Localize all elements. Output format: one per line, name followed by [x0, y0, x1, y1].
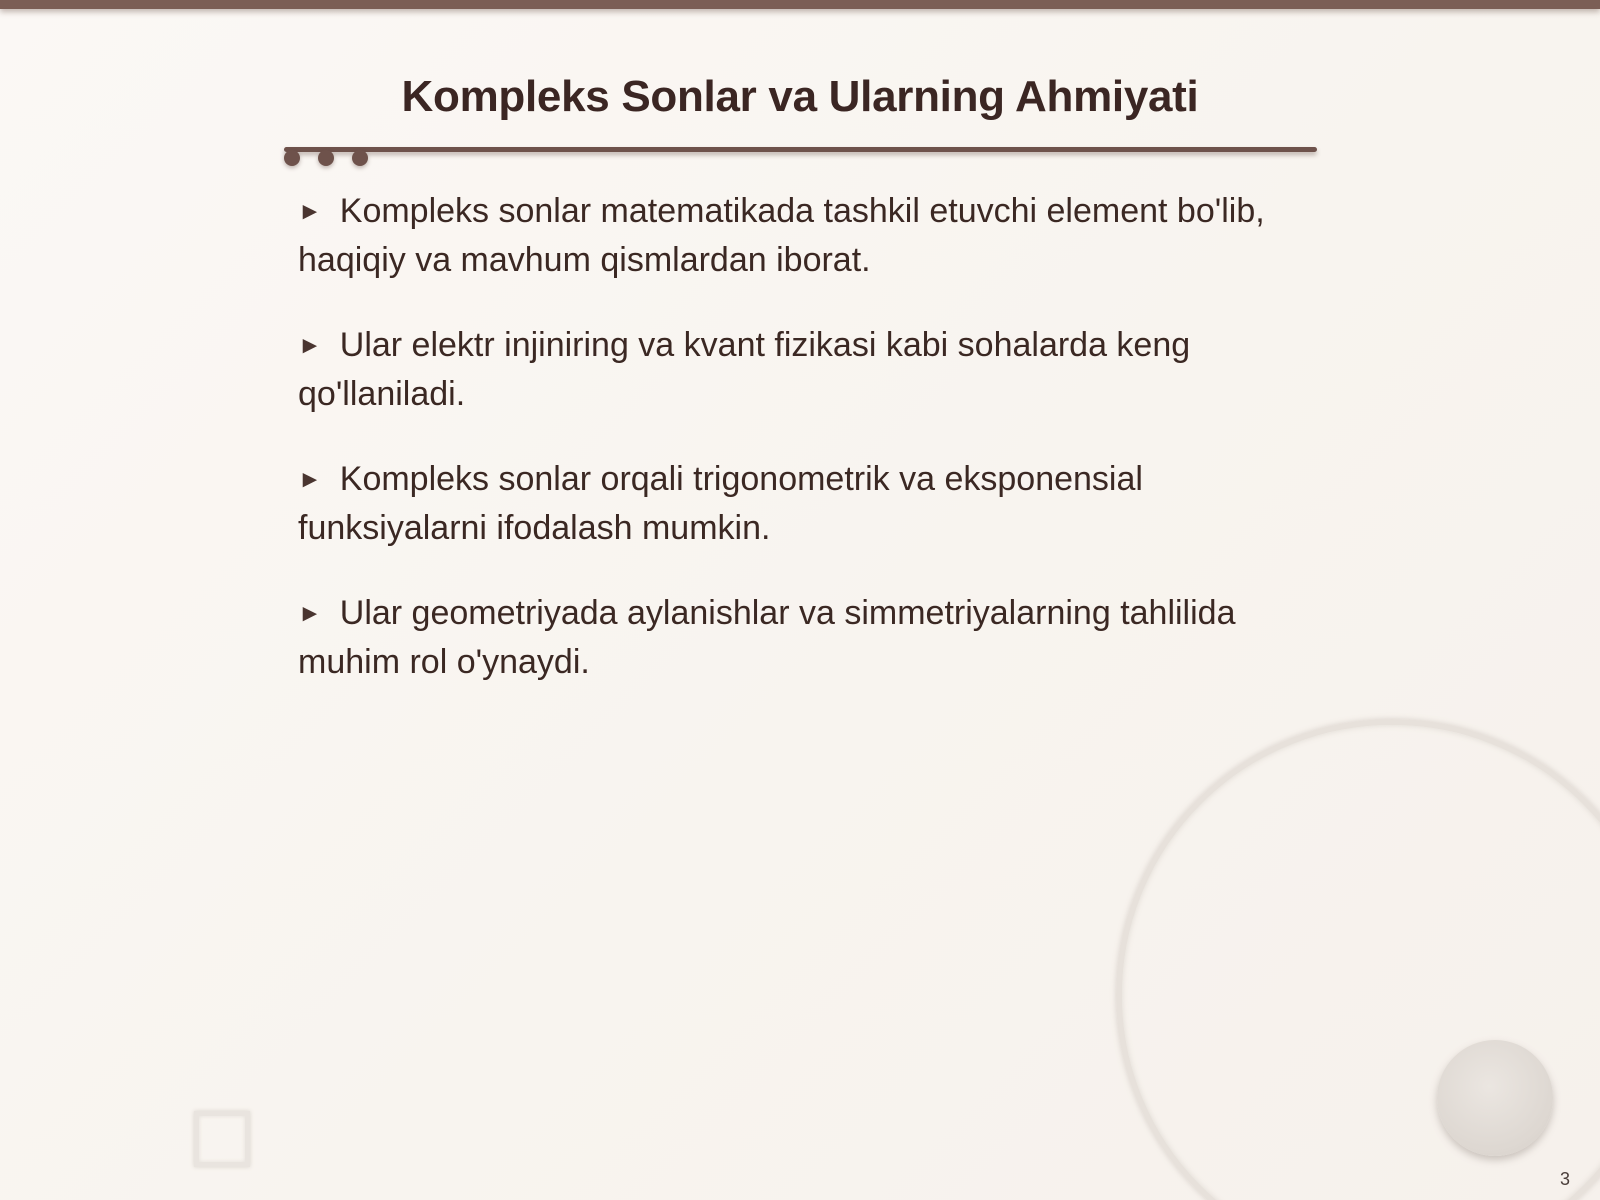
bullet-list — [298, 187, 1278, 723]
title-underline — [284, 147, 1317, 152]
arrow-right-icon: ► — [298, 332, 322, 359]
arrow-right-icon: ► — [298, 198, 322, 225]
decorative-disc — [1437, 1040, 1553, 1156]
slide-title: Kompleks Sonlar va Ularning Ahmiyati — [401, 72, 1199, 121]
decorative-square — [194, 1111, 250, 1167]
bullet-text: Ular geometriyada aylanishlar va simmetriyalarning tahlilida muhim rol o'ynaydi. — [298, 594, 1236, 681]
bullet-text: Ular elektr injiniring va kvant fizikasi kabi sohalarda keng qo'llaniladi. — [298, 326, 1191, 413]
bullet-text: Kompleks sonlar orqali trigonometrik va eksponensial funksiyalarni ifodalash mumkin. — [298, 460, 1143, 547]
decorative-dot-2 — [318, 150, 334, 166]
decorative-dot-3 — [352, 150, 368, 166]
top-accent-bar — [0, 0, 1600, 9]
bullet-text: Kompleks sonlar matematikada tashkil etuvchi element bo'lib, haqiqiy va mavhum qismlardan iborat. — [298, 192, 1265, 279]
arrow-right-icon: ► — [298, 466, 322, 493]
arrow-right-icon: ► — [298, 600, 322, 627]
decorative-dot-1 — [284, 150, 300, 166]
bullet-item — [298, 589, 1278, 686]
bullet-item — [298, 187, 1278, 284]
page-number: 3 — [1559, 1169, 1570, 1189]
bullet-item — [298, 321, 1278, 418]
bullet-item — [298, 455, 1278, 552]
